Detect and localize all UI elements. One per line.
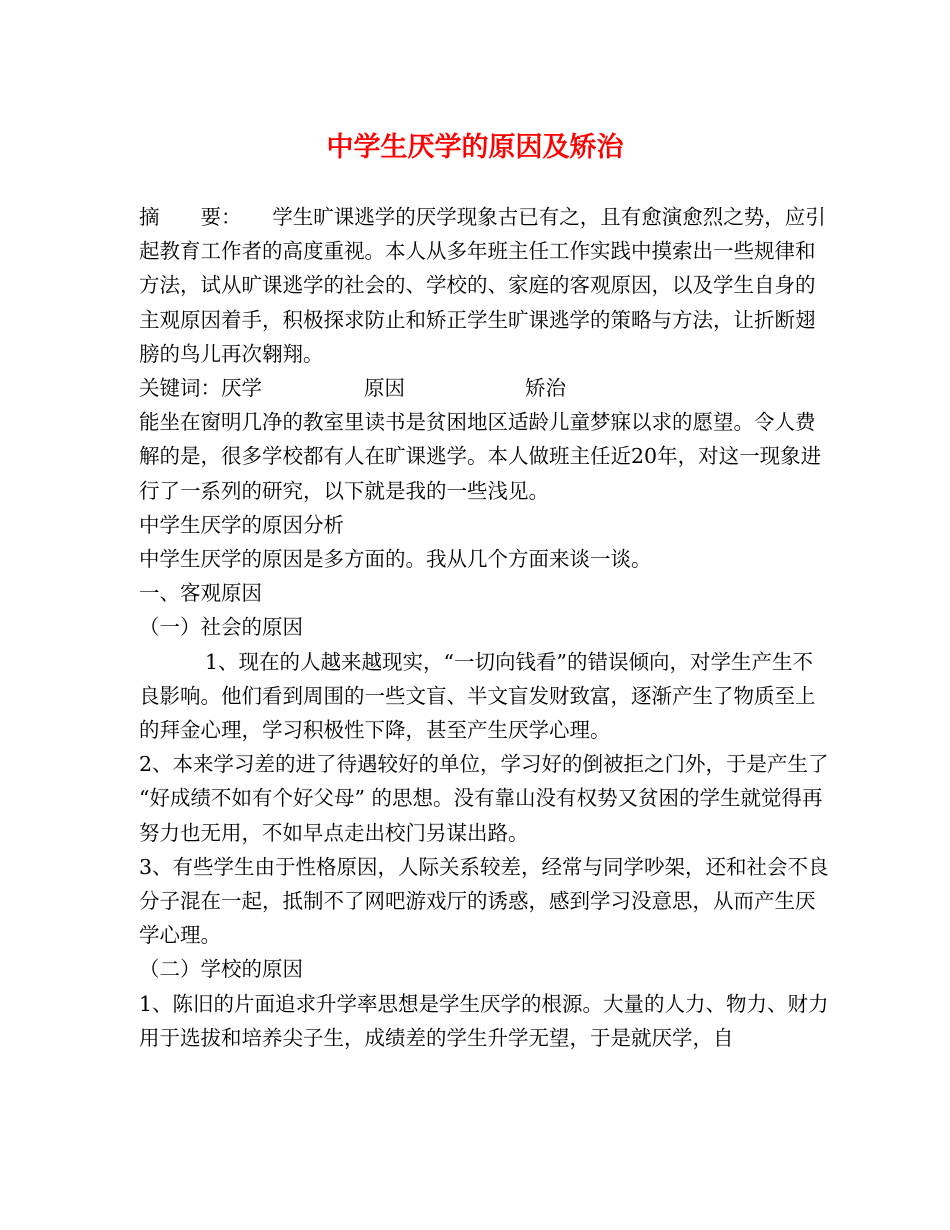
keyword-1: 厌学: [221, 376, 262, 401]
keywords-label: 关键词：: [139, 376, 221, 401]
section-heading: 中学生厌学的原因分析: [139, 512, 344, 537]
part1-heading: 一、客观原因: [139, 581, 262, 606]
keyword-2: 原因: [364, 376, 405, 401]
keyword-3: 矫治: [525, 376, 566, 401]
keywords-line: [139, 371, 829, 405]
item-2-paragraph: 2、本来学习差的进了待遇较好的单位，学习好的倒被拒之门外，于是产生了 “好成绩不如有个好父母” 的思想。没有靠山没有权势又贫困的学生就觉得再努力也无用，不如早点走出校门另谋出路。: [139, 752, 836, 845]
abstract-text: 学生旷课逃学的厌学现象古已有之，且有愈演愈烈之势，应引起教育工作者的高度重视。本人从多年班主任工作实践中摸索出一些规律和方法，试从旷课逃学的社会的、学校的、家庭的客观原因，以及学生自身的主观原因着手，积极探求防止和矫正学生旷课逃学的策略与方法，让折断翅膀的鸟儿再次翱翔。: [139, 205, 826, 366]
sub1-heading: （一）社会的原因: [139, 615, 303, 640]
abstract-label: 摘 要：: [139, 205, 232, 229]
sub2-heading: （二）学校的原因: [139, 957, 303, 982]
item-1-paragraph: 1、现在的人越来越现实，“一切向钱看”的错误倾向，对学生产生不良影响。他们看到周围的一些文盲、半文盲发财致富，逐渐产生了物质至上的拜金心理，学习积极性下降，甚至产生厌学心理。: [139, 649, 816, 743]
document-title: 中学生厌学的原因及矫治: [326, 132, 624, 163]
document-body: [139, 200, 836, 1055]
section-intro: 中学生厌学的原因是多方面的。我从几个方面来谈一谈。: [139, 547, 652, 572]
item-4-paragraph: 1、陈旧的片面追求升学率思想是学生厌学的根源。大量的人力、物力、财力用于选拔和培养尖子生，成绩差的学生升学无望，于是就厌学，自: [139, 991, 829, 1050]
intro-paragraph: 能坐在窗明几净的教室里读书是贫困地区适龄儿童梦寐以求的愿望。令人费解的是，很多学校都有人在旷课逃学。本人做班主任近20年，对这一现象进行了一系列的研究，以下就是我的一些浅见。: [139, 410, 822, 503]
item-3-paragraph: 3、有些学生由于性格原因，人际关系较差，经常与同学吵架，还和社会不良分子混在一起，抵制不了网吧游戏厅的诱惑，感到学习没意思，从而产生厌学心理。: [139, 854, 829, 948]
abstract-paragraph: [139, 200, 829, 371]
